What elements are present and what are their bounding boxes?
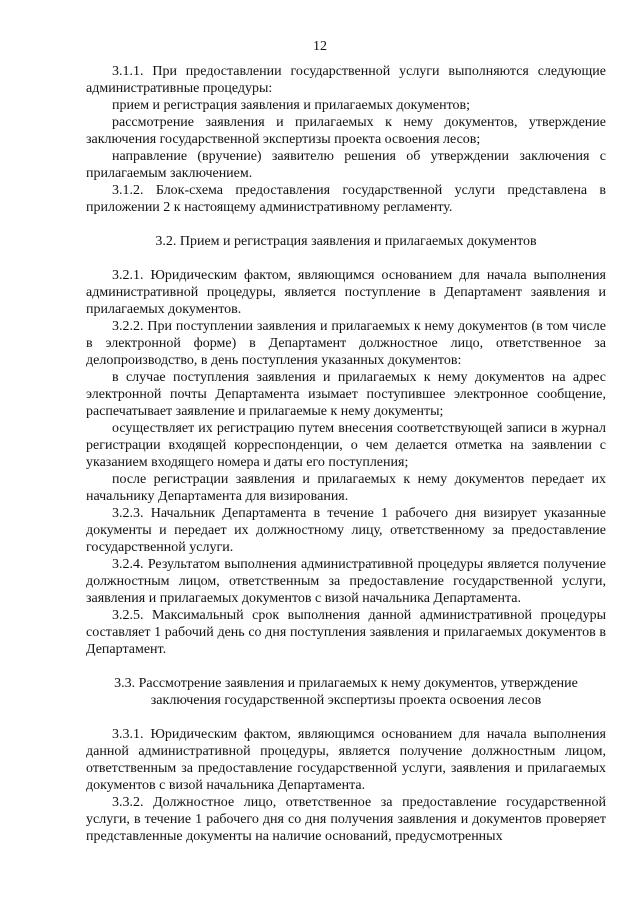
paragraph-3-2-3: 3.2.3. Начальник Департамента в течение 1 рабочего дня визирует указанные документы и передает их должностному лицу, ответственному за предоставление государственной услуги. [86, 506, 606, 555]
section-heading: 3.3. Рассмотрение заявления и прилагаемых к нему документов, утверждение заключения государственной экспертизы проекта освоения лесов [114, 676, 578, 708]
paragraph-3-2-4: 3.2.4. Результатом выполнения административной процедуры является получение должностным лицом, ответственным за предоставление государственной услуги, заявления и прилагаемых документов с визой начальника Департамента. [86, 557, 606, 606]
list-item: в случае поступления заявления и прилагаемых к нему документов на адрес электронной почты Департамента изымает поступившее электронное сообщение, распечатывает заявление и прилагаемые к нему документы; [86, 370, 606, 419]
paragraph-3-3-1: 3.3.1. Юридическим фактом, являющимся основанием для начала выполнения данной административной процедуры, является получение должностным лицом, ответственным за предоставление государственной услуги, заявления и прилагаемых документов с визой начальника Департамента. [86, 727, 606, 793]
page-number: 12 [313, 39, 327, 54]
paragraph-3-3-2: 3.3.2. Должностное лицо, ответственное за предоставление государственной услуги, в течение 1 рабочего дня со дня получения заявления и документов проверяет представленные документы на наличие оснований, предусмотренных [86, 795, 606, 844]
paragraph-3-1-2: 3.1.2. Блок-схема предоставления государственной услуги представлена в приложении 2 к настоящему административному регламенту. [86, 183, 606, 215]
document-body [86, 63, 606, 845]
list-item: рассмотрение заявления и прилагаемых к нему документов, утверждение заключения государственной экспертизы проекта освоения лесов; [86, 115, 606, 147]
section-3-1 [86, 63, 606, 216]
paragraph-3-2-1: 3.2.1. Юридическим фактом, являющимся основанием для начала выполнения административной процедуры, является поступление в Департамент заявления и прилагаемых документов. [86, 268, 606, 317]
paragraph-3-2-2: 3.2.2. При поступлении заявления и прилагаемых к нему документов (в том числе в электронной форме) в Департамент должностное лицо, ответственное за делопроизводство, в день поступления указанных документов: [86, 319, 606, 368]
list-item: осуществляет их регистрацию путем внесения соответствующей записи в журнал регистрации входящей корреспонденции, о чем делается отметка на заявлении с указанием входящего номера и даты его поступления; [86, 421, 606, 470]
section-3-2 [86, 233, 606, 658]
list-item: после регистрации заявления и прилагаемых к нему документов передает их начальнику Департамента для визирования. [86, 472, 606, 504]
section-3-3 [86, 675, 606, 845]
list-item: направление (вручение) заявителю решения об утверждении заключения с прилагаемым заключением. [86, 149, 606, 181]
paragraph-3-1-1: 3.1.1. При предоставлении государственной услуги выполняются следующие административные процедуры: [86, 64, 606, 96]
paragraph-3-2-5: 3.2.5. Максимальный срок выполнения данной административной процедуры составляет 1 рабочий день со дня поступления заявления и прилагаемых документов в Департамент. [86, 608, 606, 657]
list-item: прием и регистрация заявления и прилагаемых документов; [112, 98, 471, 113]
section-heading: 3.2. Прием и регистрация заявления и прилагаемых документов [155, 234, 537, 249]
